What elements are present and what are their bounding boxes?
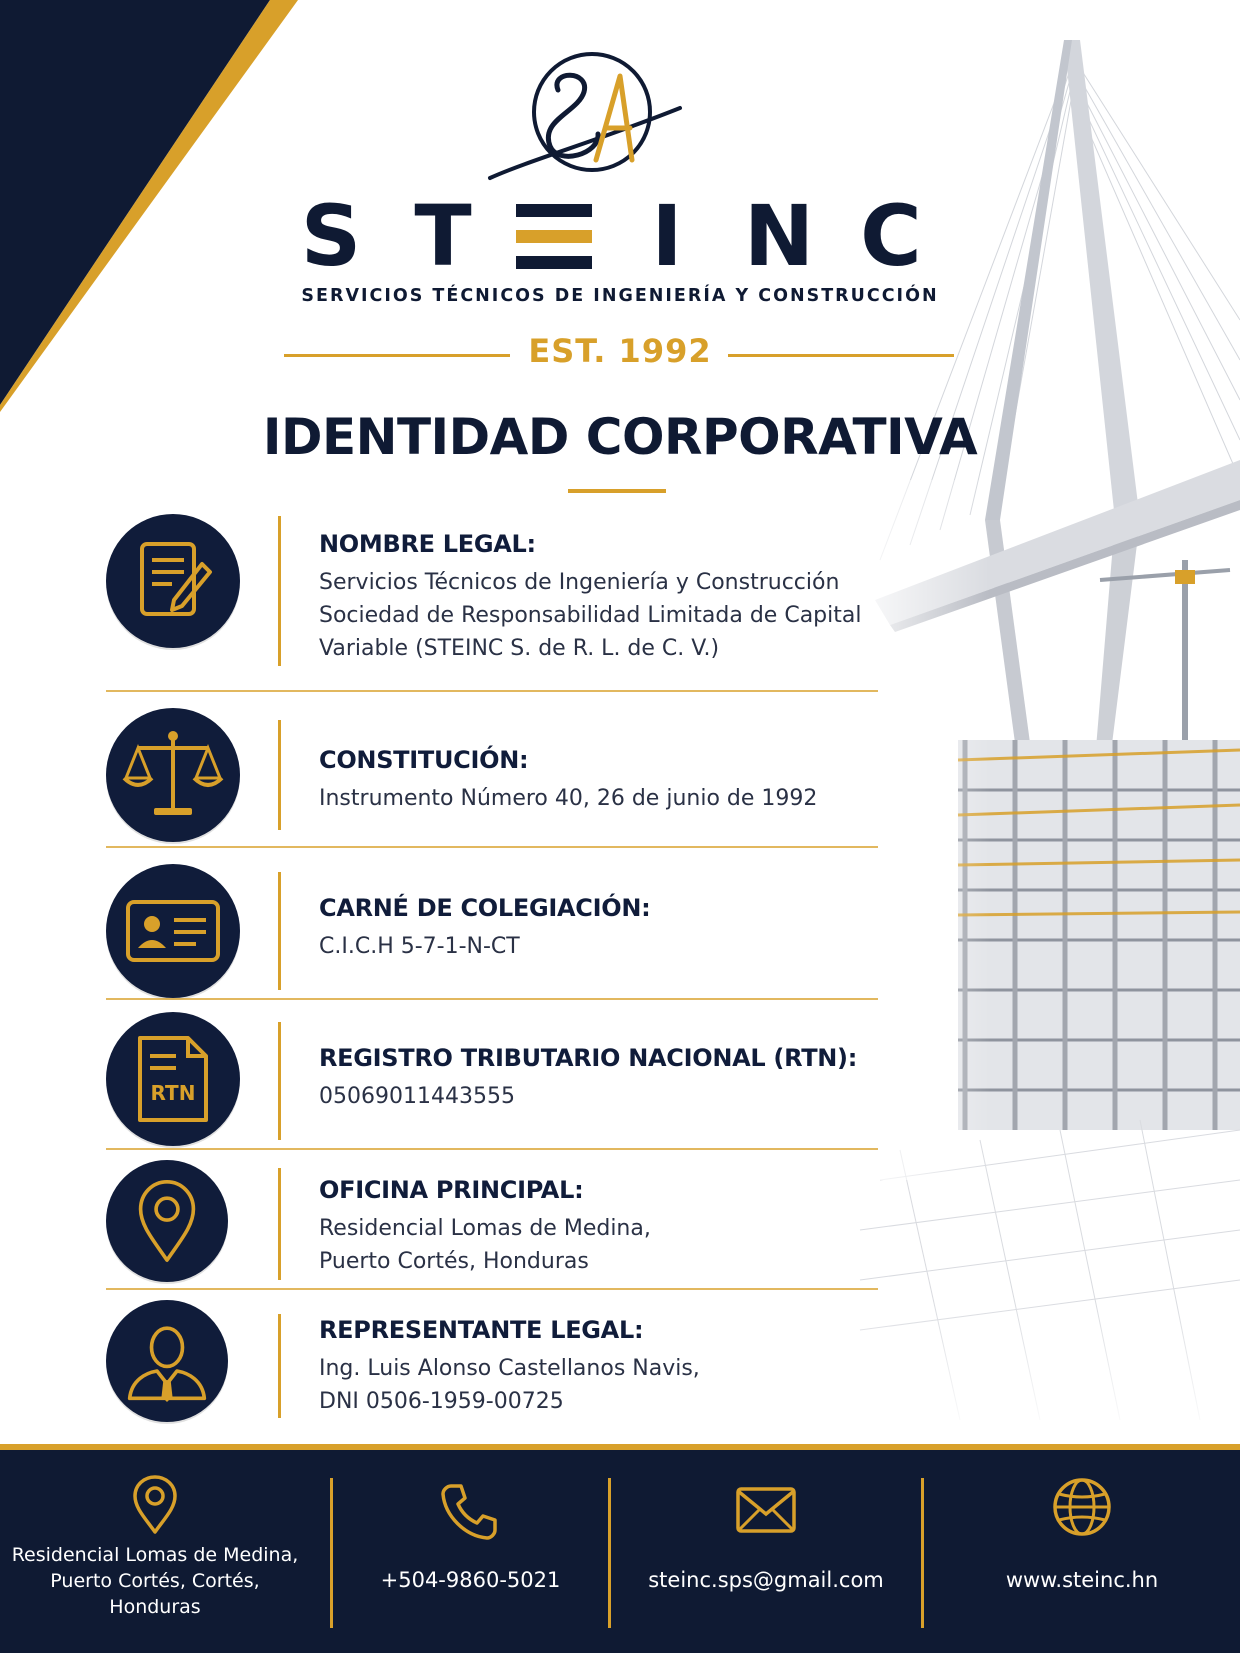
row-value: Residencial Lomas de Medina, Puerto Cortés, Honduras	[319, 1216, 651, 1274]
row-value: C.I.C.H 5-7-1-N-CT	[319, 934, 520, 959]
divider-line	[284, 354, 510, 357]
brand-letter: T	[414, 187, 472, 285]
row-label: NOMBRE LEGAL:	[319, 530, 536, 558]
email-address[interactable]: steinc.sps@gmail.com	[648, 1568, 884, 1592]
row-value: Ing. Luis Alonso Castellanos Navis, DNI 0506-1959-00725	[319, 1356, 700, 1414]
row-label: CARNÉ DE COLEGIACIÓN:	[319, 894, 651, 922]
row-divider	[278, 872, 281, 990]
row-icon-badge	[106, 708, 240, 842]
row-separator	[106, 846, 878, 848]
info-row-legal-name	[106, 514, 878, 694]
brand-letter: I	[651, 187, 683, 285]
row-label: REGISTRO TRIBUTARIO NACIONAL (RTN):	[319, 1044, 858, 1072]
divider-line	[728, 354, 954, 357]
row-label: REPRESENTANTE LEGAL:	[319, 1316, 644, 1344]
brand-e-bottom-bar	[516, 256, 592, 269]
phone-number[interactable]: +504-9860-5021	[380, 1568, 561, 1592]
row-divider	[278, 1022, 281, 1140]
brand-letter: N	[743, 187, 815, 285]
row-icon-badge	[106, 514, 240, 648]
footer-website	[924, 1450, 1240, 1653]
established-year: EST. 1992	[528, 332, 712, 370]
row-divider	[278, 720, 281, 830]
footer-email	[611, 1450, 921, 1653]
footer-address	[0, 1450, 310, 1653]
scales-icon	[106, 708, 240, 842]
location-pin-icon	[127, 1474, 183, 1536]
envelope-icon	[735, 1486, 797, 1534]
row-value: 05069011443555	[319, 1084, 515, 1109]
footer-address-text: Residencial Lomas de Medina, Puerto Cortés, Cortés, Honduras	[11, 1544, 299, 1618]
row-separator	[106, 690, 878, 692]
row-separator	[106, 998, 878, 1000]
row-icon-badge	[106, 1012, 240, 1146]
id-card-icon	[106, 864, 240, 998]
brand-letter: S	[300, 187, 362, 285]
row-label: CONSTITUCIÓN:	[319, 746, 529, 774]
website-link[interactable]: www.steinc.hn	[1005, 1568, 1159, 1592]
rtn-icon-label: RTN	[150, 1081, 196, 1105]
info-row-legal-representative	[106, 1300, 878, 1440]
page-title: IDENTIDAD CORPORATIVA	[262, 408, 978, 466]
row-icon-badge	[106, 1160, 228, 1282]
row-divider	[278, 516, 281, 666]
info-row-membership-card	[106, 858, 878, 1002]
document-pen-icon	[106, 514, 240, 648]
brand-e-top-bar	[516, 204, 592, 217]
row-value: Servicios Técnicos de Ingeniería y Construcción Sociedad de Responsabilidad Limitada de Capital Variable (STEINC S. de R. L. de C. V.)	[319, 570, 862, 661]
info-row-tax-registry	[106, 1008, 878, 1152]
logo-mark-icon	[480, 50, 720, 190]
row-label: OFICINA PRINCIPAL:	[319, 1176, 584, 1204]
globe-icon	[1051, 1476, 1113, 1538]
row-divider	[278, 1168, 281, 1280]
row-separator	[106, 1288, 878, 1290]
rtn-document-icon	[106, 1012, 240, 1146]
brand-name	[276, 187, 941, 285]
title-underline	[568, 489, 666, 493]
row-icon-badge	[106, 864, 240, 998]
contact-footer	[0, 1444, 1240, 1653]
phone-icon	[439, 1480, 501, 1542]
person-icon	[106, 1300, 228, 1422]
footer-phone	[333, 1450, 608, 1653]
brand-tagline: SERVICIOS TÉCNICOS DE INGENIERÍA Y CONSTRUCCIÓN	[301, 286, 939, 306]
location-pin-icon	[106, 1160, 228, 1282]
brand-letter: C	[860, 187, 922, 285]
row-separator	[106, 1148, 878, 1150]
row-value: Instrumento Número 40, 26 de junio de 1992	[319, 786, 818, 811]
row-icon-badge	[106, 1300, 228, 1422]
row-divider	[278, 1314, 281, 1418]
info-row-constitution	[106, 706, 878, 850]
brand-e-middle-bar	[516, 230, 592, 243]
info-row-main-office	[106, 1156, 878, 1300]
